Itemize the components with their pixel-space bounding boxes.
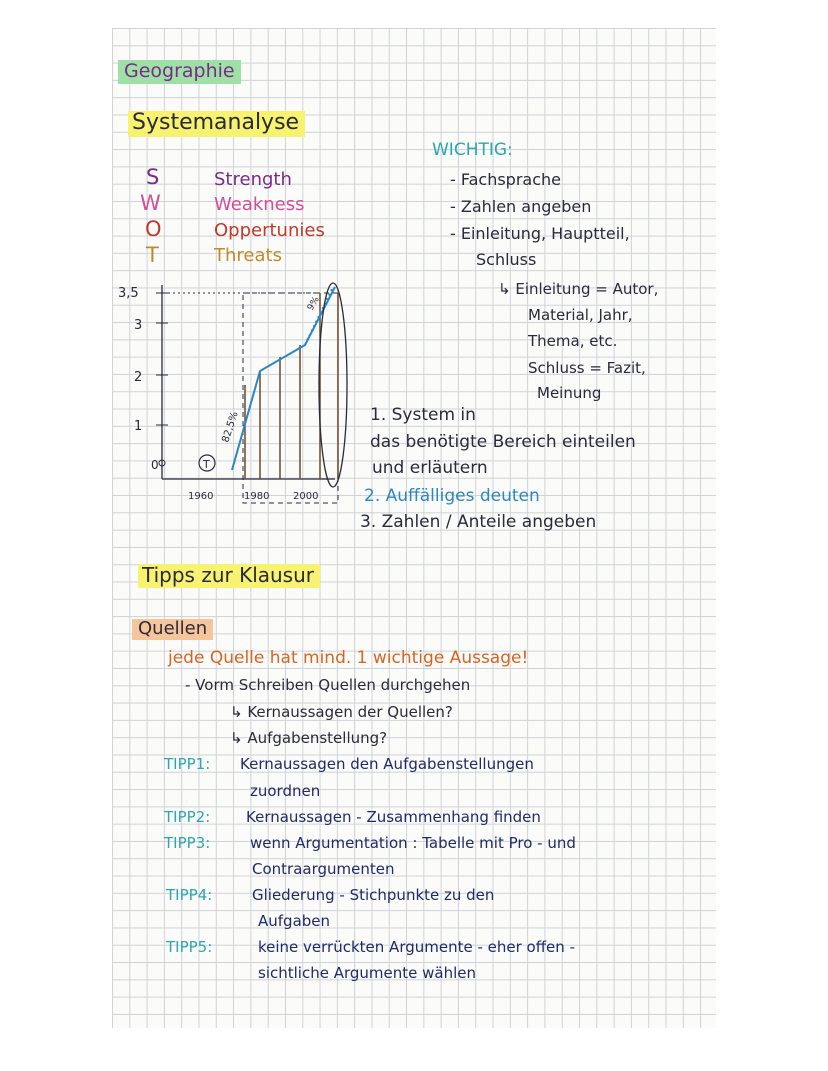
tipp-label: TIPP1:	[164, 755, 211, 773]
annotation-percent: 82,5%	[220, 410, 241, 444]
wichtig-sub: Meinung	[537, 384, 602, 402]
wichtig-item: - Fachsprache	[450, 170, 561, 189]
subsection-heading: Quellen	[132, 619, 213, 640]
y-tick-label: 0	[151, 458, 159, 472]
tipp-label: TIPP2:	[164, 808, 211, 826]
x-tick-label: 1960	[188, 491, 214, 502]
swot-word: Threats	[214, 245, 282, 266]
wichtig-item: Schluss	[476, 250, 537, 269]
quellen-line: - Vorm Schreiben Quellen durchgehen	[185, 676, 471, 694]
swot-word: Strength	[214, 169, 292, 190]
y-tick-label: 3,5	[118, 286, 139, 301]
tipp-text: Contraargumenten	[252, 860, 395, 878]
wichtig-item: - Einleitung, Hauptteil,	[450, 224, 630, 243]
wichtig-heading: WICHTIG:	[432, 140, 513, 160]
swot-word: Weakness	[214, 194, 305, 215]
swot-letter: W	[140, 191, 161, 215]
annotation-percent: 9%	[305, 295, 322, 313]
section-heading: Tipps zur Klausur	[138, 564, 320, 588]
tipp-text: Kernaussagen den Aufgabenstellungen	[240, 755, 534, 773]
step-line: 3. Zahlen / Anteile angeben	[360, 512, 597, 532]
tipp-label: TIPP5:	[166, 938, 213, 956]
quellen-line: ↳ Kernaussagen der Quellen?	[230, 703, 453, 721]
y-tick-label: 1	[134, 419, 143, 434]
page-title: Systemanalyse	[128, 111, 305, 137]
step-line: 1. System in	[370, 405, 476, 425]
step-line: und erläutern	[372, 458, 488, 478]
t-marker-label: T	[203, 458, 210, 471]
swot-letter: S	[146, 165, 160, 189]
wichtig-sub: Material, Jahr,	[528, 306, 633, 324]
swot-letter: O	[145, 217, 162, 241]
wichtig-item: - Zahlen angeben	[450, 197, 592, 216]
swot-word: Oppertunies	[214, 220, 325, 241]
tipp-text: keine verrückten Argumente - eher offen -	[258, 938, 575, 956]
step-line: das benötigte Bereich einteilen	[370, 432, 636, 452]
circle-marker	[319, 283, 347, 487]
tipp-text: sichtliche Argumente wählen	[258, 964, 476, 982]
wichtig-sub: Thema, etc.	[528, 332, 618, 350]
swot-letter: T	[146, 243, 159, 267]
wichtig-sub: ↳ Einleitung = Autor,	[498, 280, 659, 298]
x-tick-label: 1980	[244, 491, 270, 502]
x-tick-label: 2000	[293, 491, 319, 502]
y-tick-label: 3	[134, 318, 143, 333]
tipp-text: Kernaussagen - Zusammenhang finden	[246, 808, 541, 826]
tipp-label: TIPP4:	[166, 886, 213, 904]
tipp-text: Gliederung - Stichpunkte zu den	[252, 886, 495, 904]
wichtig-sub: Schluss = Fazit,	[528, 359, 646, 377]
sketch-chart	[110, 275, 360, 520]
tipp-text: Aufgaben	[258, 912, 331, 930]
step-line: 2. Auffälliges deuten	[364, 486, 540, 506]
subject-label: Geographie	[118, 60, 241, 84]
quellen-line: jede Quelle hat mind. 1 wichtige Aussage!	[168, 648, 529, 668]
highlight-box	[243, 293, 338, 503]
tipp-text: wenn Argumentation : Tabelle mit Pro - und	[250, 834, 576, 852]
y-tick-label: 2	[134, 370, 143, 385]
tipp-label: TIPP3:	[164, 834, 211, 852]
tipp-text: zuordnen	[250, 782, 321, 800]
quellen-line: ↳ Aufgabenstellung?	[230, 729, 388, 747]
